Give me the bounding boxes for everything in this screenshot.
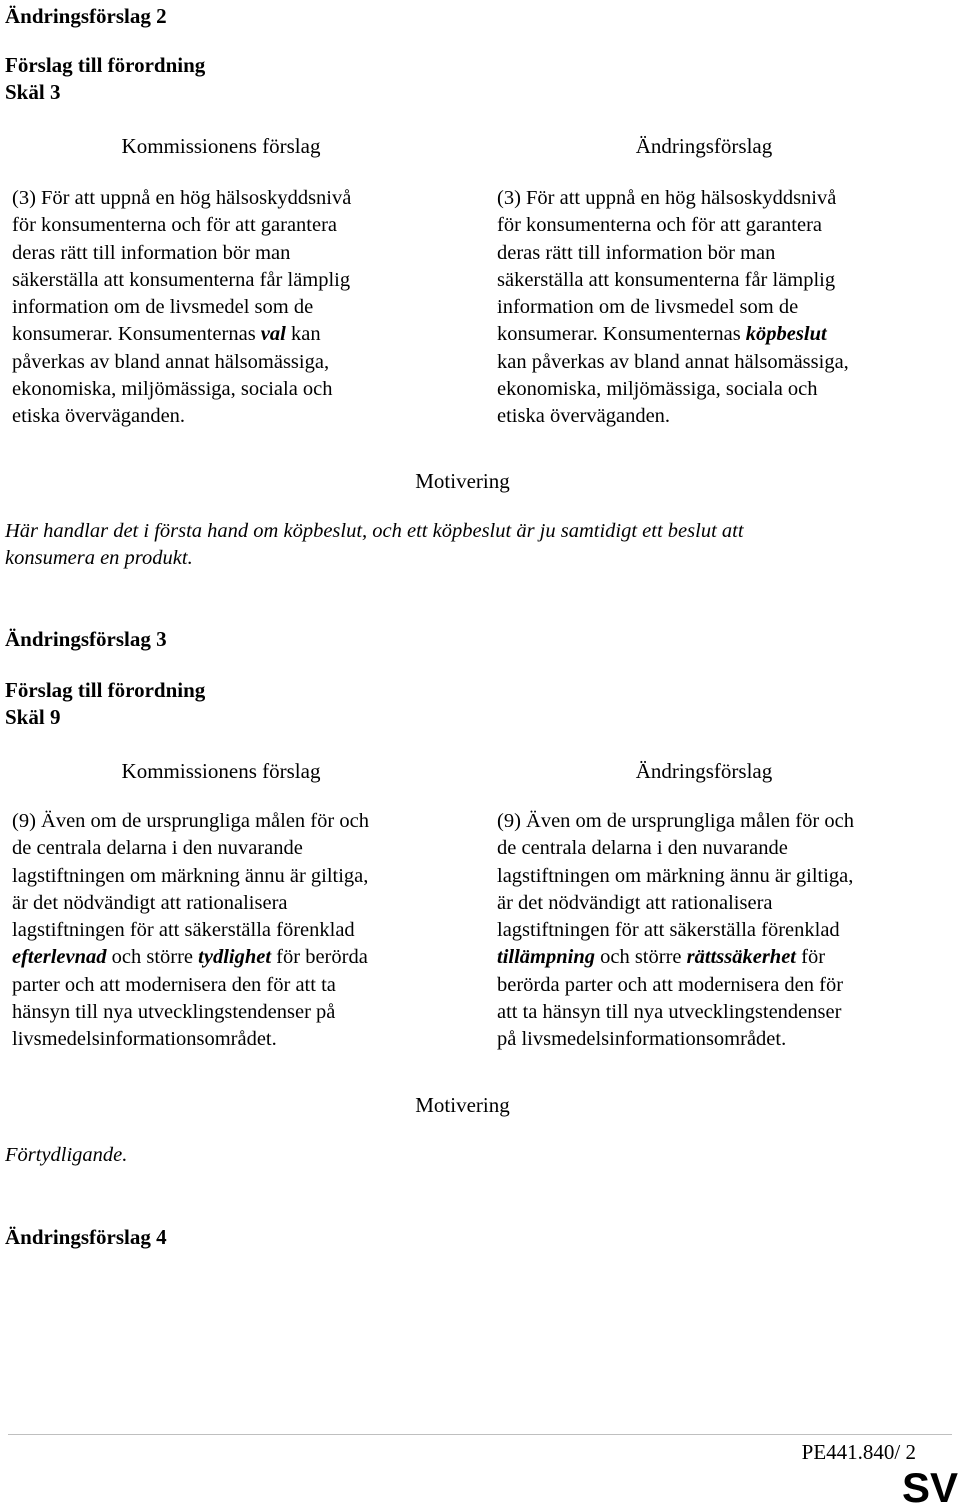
text-run: de centrala delarna i den nuvarande <box>12 837 303 860</box>
text-run: för berörda <box>271 946 368 969</box>
justification-text <box>5 518 744 573</box>
text-line <box>497 212 849 239</box>
text-run: deras rätt till information bör man <box>497 241 776 264</box>
text-line <box>497 944 854 971</box>
commission-proposal-heading: Kommissionens förslag <box>121 134 321 158</box>
text-line <box>497 240 849 267</box>
text-line <box>12 267 351 294</box>
amendment-title: Ändringsförslag 4 <box>5 1225 167 1249</box>
amended-text <box>497 185 849 431</box>
text-line <box>12 321 351 348</box>
text-line: konsumera en produkt. <box>5 547 193 570</box>
text-run: (9) Även om de ursprungliga målen för och <box>12 810 369 832</box>
text-run: de centrala delarna i den nuvarande <box>497 837 788 860</box>
footer-divider <box>8 1434 952 1435</box>
text-run: kan <box>285 323 321 346</box>
amended-text <box>497 808 854 1054</box>
text-run: etiska överväganden. <box>12 405 186 428</box>
recital-heading: Skäl 3 <box>5 80 61 104</box>
text-line <box>497 999 854 1026</box>
text-run: att ta hänsyn till nya utvecklingstendenser <box>497 1001 842 1024</box>
text-run: kan påverkas av bland annat hälsomässiga, <box>497 350 849 373</box>
text-line <box>497 808 854 835</box>
language-code: SV <box>901 1464 958 1511</box>
text-run: är det nödvändigt att rationalisera <box>497 891 773 914</box>
text-run: ekonomiska, miljömässiga, sociala och <box>497 378 818 401</box>
text-run: parter och att modernisera den för att ta <box>12 973 336 996</box>
commission-text <box>12 185 351 431</box>
amendment-title: Ändringsförslag 3 <box>5 627 167 651</box>
text-run: för konsumenterna och för att garantera <box>12 214 338 237</box>
text-run: deras rätt till information bör man <box>12 241 291 264</box>
text-run: etiska överväganden. <box>497 405 671 428</box>
text-run: information om de livsmedel som de <box>497 296 799 319</box>
text-run: lagstiftningen om märkning ännu är giltiga, <box>12 864 369 887</box>
text-line <box>497 835 854 862</box>
text-line <box>12 294 351 321</box>
proposal-for-heading: Förslag till förordning <box>5 53 206 77</box>
text-run: lagstiftningen för att säkerställa förenklad <box>12 919 355 942</box>
amended-word: tillämpning <box>497 946 595 969</box>
text-line <box>12 403 351 430</box>
text-line <box>12 808 369 835</box>
amendment-heading: Ändringsförslag <box>635 759 773 783</box>
text-run: lagstiftningen för att säkerställa förenklad <box>497 919 840 942</box>
text-run: lagstiftningen om märkning ännu är giltiga, <box>497 864 854 887</box>
text-line <box>12 890 369 917</box>
text-run: för konsumenterna och för att garantera <box>497 214 823 237</box>
document-code: PE441.840/ 2 <box>801 1440 916 1464</box>
text-line <box>12 212 351 239</box>
text-line <box>497 294 849 321</box>
text-line <box>497 863 854 890</box>
text-line <box>12 1026 369 1053</box>
text-run: på livsmedelsinformationsområdet. <box>497 1028 787 1051</box>
text-run: information om de livsmedel som de <box>12 296 314 319</box>
text-line <box>12 944 369 971</box>
text-run: konsumerar. Konsumenternas <box>497 323 746 346</box>
text-line <box>497 1026 854 1053</box>
text-line <box>497 972 854 999</box>
justification-heading: Motivering <box>415 1093 510 1117</box>
commission-text <box>12 808 369 1054</box>
text-line <box>497 185 849 212</box>
text-line <box>497 267 849 294</box>
text-line <box>12 376 351 403</box>
text-line <box>12 240 351 267</box>
text-line <box>12 835 369 862</box>
justification-heading: Motivering <box>415 469 510 493</box>
recital-heading: Skäl 9 <box>5 705 61 729</box>
text-line <box>12 972 369 999</box>
proposal-for-heading: Förslag till förordning <box>5 678 206 702</box>
text-line <box>497 917 854 944</box>
text-run: och större <box>594 946 687 969</box>
text-run: ekonomiska, miljömässiga, sociala och <box>12 378 333 401</box>
amended-word: tydlighet <box>198 946 272 969</box>
text-line <box>497 321 849 348</box>
text-run: livsmedelsinformationsområdet. <box>12 1028 277 1051</box>
commission-proposal-heading: Kommissionens förslag <box>121 759 321 783</box>
text-run: för <box>796 946 826 969</box>
text-line <box>497 890 854 917</box>
text-run: är det nödvändigt att rationalisera <box>12 891 288 914</box>
text-line <box>497 376 849 403</box>
text-run: konsumerar. Konsumenternas <box>12 323 261 346</box>
amended-word: val <box>260 323 286 346</box>
text-line <box>12 185 351 212</box>
text-line <box>12 863 369 890</box>
amendment-heading: Ändringsförslag <box>635 134 773 158</box>
text-line <box>12 917 369 944</box>
text-run: hänsyn till nya utvecklingstendenser på <box>12 1001 336 1024</box>
text-line: Förtydligande. <box>5 1144 128 1166</box>
text-line <box>12 349 351 376</box>
text-run: (3) För att uppnå en hög hälsoskyddsnivå <box>12 187 352 209</box>
text-line <box>497 349 849 376</box>
text-run: (9) Även om de ursprungliga målen för och <box>497 810 854 832</box>
text-line: Här handlar det i första hand om köpbeslut, och ett köpbeslut är ju samtidigt ett beslut att <box>5 520 744 542</box>
justification-text <box>5 1142 127 1169</box>
text-run: säkerställa att konsumenterna får lämplig <box>497 268 836 291</box>
text-line <box>497 403 849 430</box>
amended-word: rättssäkerhet <box>686 946 796 969</box>
amendment-title: Ändringsförslag 2 <box>5 4 167 28</box>
text-line <box>12 999 369 1026</box>
amended-word: efterlevnad <box>12 946 107 969</box>
text-run: (3) För att uppnå en hög hälsoskyddsnivå <box>497 187 837 209</box>
amended-word: köpbeslut <box>745 323 827 346</box>
text-run: säkerställa att konsumenterna får lämplig <box>12 268 351 291</box>
text-run: och större <box>106 946 199 969</box>
text-run: påverkas av bland annat hälsomässiga, <box>12 350 330 373</box>
text-run: berörda parter och att modernisera den för <box>497 973 844 996</box>
